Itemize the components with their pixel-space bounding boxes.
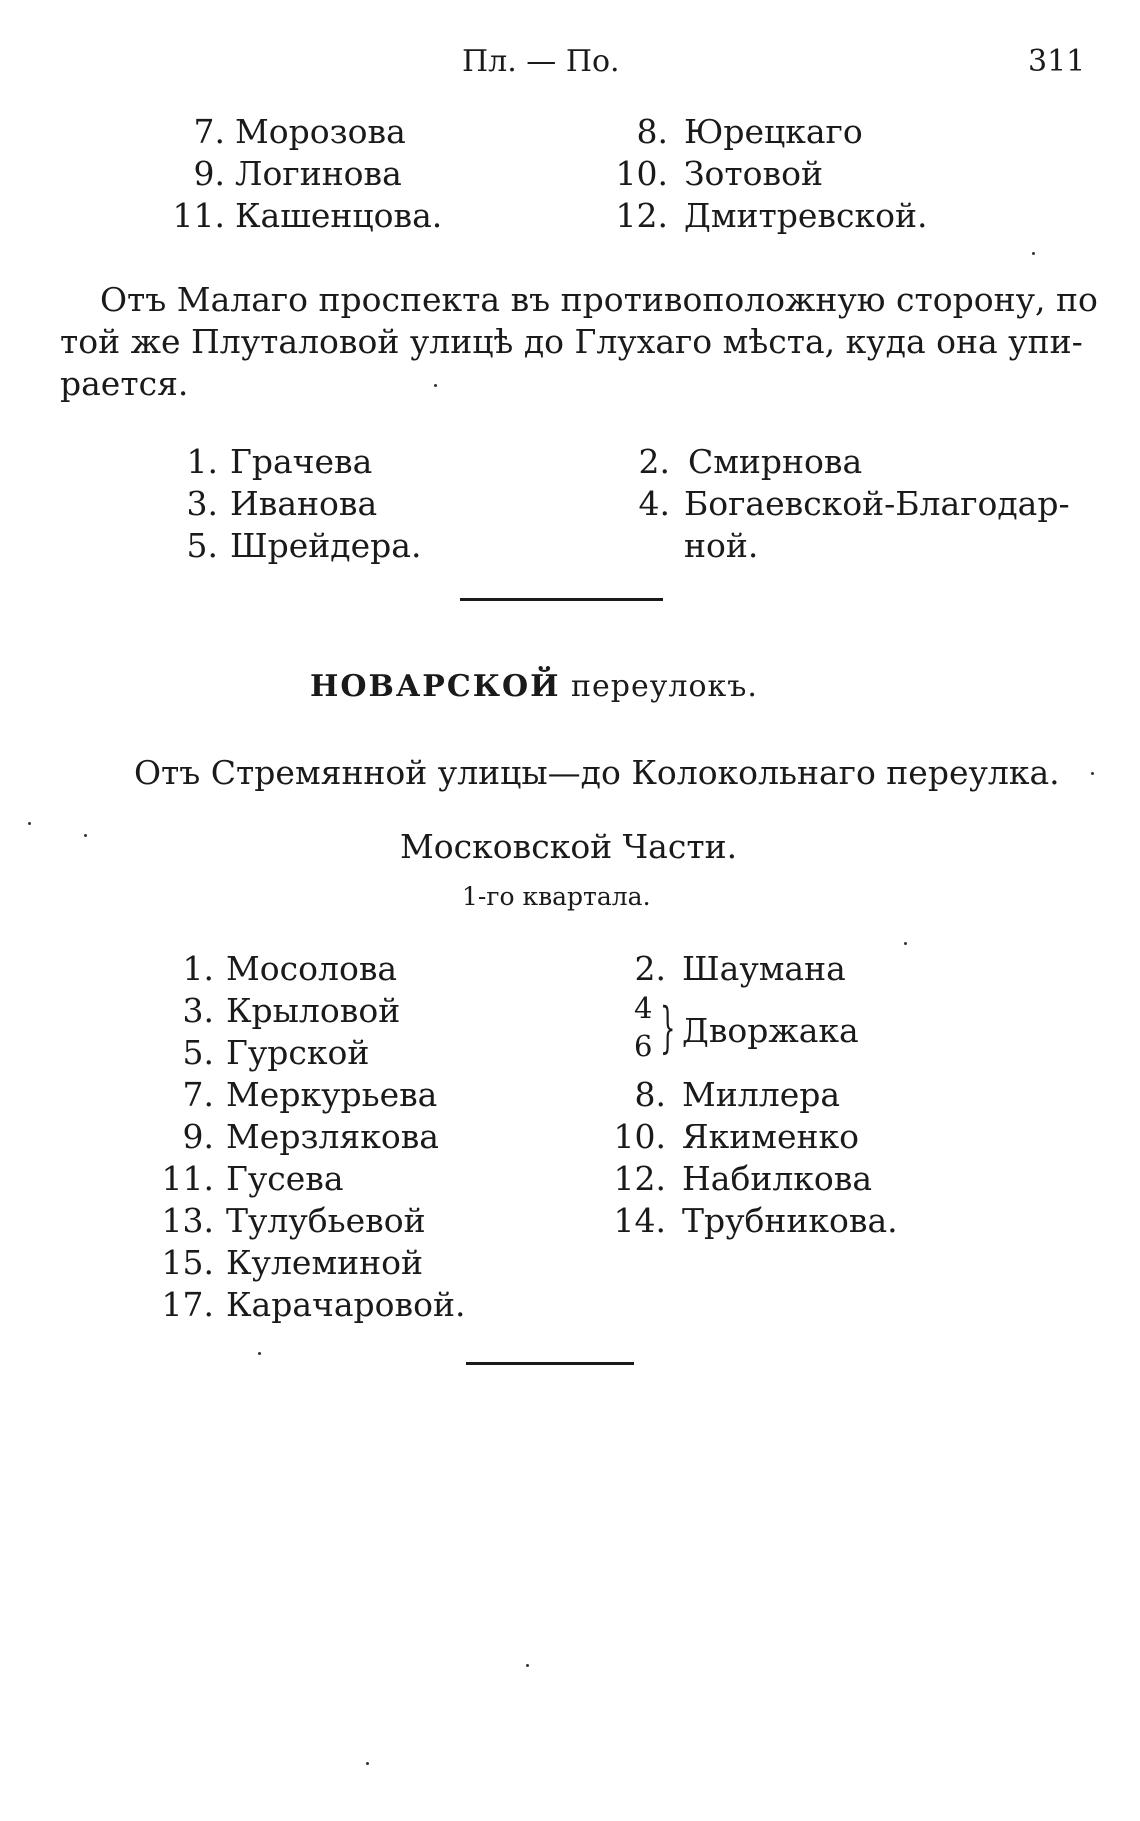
scan-speck [366, 1762, 369, 1765]
list-item-name: Крыловой [226, 991, 401, 1030]
list-item-name: Меркурьева [226, 1075, 438, 1114]
bottom-divider [466, 1362, 634, 1365]
list-item: 10. [615, 154, 668, 193]
list-item-name: Мерзлякова [226, 1117, 439, 1156]
list-item: 3. [186, 484, 218, 523]
list-item-name: Карачаровой. [226, 1285, 466, 1324]
list-item-name: Морозова [235, 112, 406, 151]
list-item: 5. [182, 1033, 214, 1072]
list-item: 9. [193, 154, 225, 193]
list-item-name: Смирнова [688, 442, 863, 481]
list-item-name: Тулубьевой [226, 1201, 426, 1240]
section-title-bold: НОВАРСКОЙ [310, 669, 561, 704]
list-item: 2. [638, 442, 670, 481]
list-item-name: Гурской [226, 1033, 370, 1072]
list-item: 3. [182, 991, 214, 1030]
scan-speck [84, 834, 87, 837]
page-number: 311 [1028, 44, 1086, 79]
bracket-number-top: 4 [634, 991, 653, 1025]
list-item: 12. [613, 1159, 666, 1198]
list-item-name: Грачева [230, 442, 373, 481]
list-item: 8. [636, 112, 668, 151]
list-item-name: Мосолова [226, 949, 398, 988]
scan-speck [526, 1664, 529, 1667]
list-item: 4. [638, 484, 670, 523]
curly-brace: } [660, 996, 676, 1059]
list-item: 7. [182, 1075, 214, 1114]
paragraph-line: рается. [60, 364, 189, 403]
list-item-name: Шаумана [682, 949, 846, 988]
section-title-rest: переулокъ. [571, 669, 758, 704]
list-item: 8. [634, 1075, 666, 1114]
list-item: 17. [161, 1285, 214, 1324]
list-item-name: Иванова [230, 484, 378, 523]
bracket-number-bottom: 6 [634, 1029, 653, 1063]
list-item: 5. [186, 526, 218, 565]
list-item-name: Кулеминой [226, 1243, 423, 1282]
list-item: 1. [186, 442, 218, 481]
quarter-heading: 1-го квартала. [462, 882, 651, 911]
list-item-name: Трубникова. [682, 1201, 898, 1240]
list-item-name-continuation: ной. [684, 526, 759, 565]
running-head: Пл. — По. [462, 44, 620, 79]
list-item: 14. [613, 1201, 666, 1240]
list-item-name: Зотовой [684, 154, 823, 193]
list-item-name: Логинова [235, 154, 402, 193]
list-item: 1. [182, 949, 214, 988]
scan-speck [1091, 772, 1094, 775]
list-item-name: Шрейдера. [230, 526, 422, 565]
list-item-name: Дворжака [682, 1011, 859, 1050]
list-item: 11. [172, 196, 225, 235]
list-item-name: Миллера [682, 1075, 841, 1114]
list-item: 9. [182, 1117, 214, 1156]
paragraph-line: Отъ Малаго проспекта въ противоположную сторону, по [100, 280, 1098, 319]
section-route: Отъ Стремянной улицы—до Колокольнаго переулка. [134, 753, 1060, 792]
section-divider [460, 598, 663, 601]
scan-speck [1032, 252, 1035, 255]
list-item-name: Якименко [682, 1117, 859, 1156]
section-title [310, 669, 758, 704]
list-item-name: Набилкова [682, 1159, 873, 1198]
scan-speck [258, 1352, 261, 1355]
list-item-name: Дмитревской. [684, 196, 928, 235]
district-heading: Московской Части. [400, 827, 738, 866]
list-item: 2. [634, 949, 666, 988]
scan-speck [434, 384, 437, 387]
list-item-name: Богаевской-Благодар- [684, 484, 1070, 523]
scan-speck [904, 942, 907, 945]
list-item-name: Гусева [226, 1159, 344, 1198]
list-item-name: Кашенцова. [235, 196, 443, 235]
scan-speck [28, 822, 31, 825]
list-item: 7. [193, 112, 225, 151]
paragraph-line: той же Плуталовой улицѣ до Глухаго мѣста, куда она упи- [60, 322, 1083, 361]
list-item: 11. [161, 1159, 214, 1198]
list-item-name: Юрецкаго [684, 112, 863, 151]
list-item: 15. [161, 1243, 214, 1282]
list-item: 12. [615, 196, 668, 235]
list-item: 10. [613, 1117, 666, 1156]
list-item: 13. [161, 1201, 214, 1240]
